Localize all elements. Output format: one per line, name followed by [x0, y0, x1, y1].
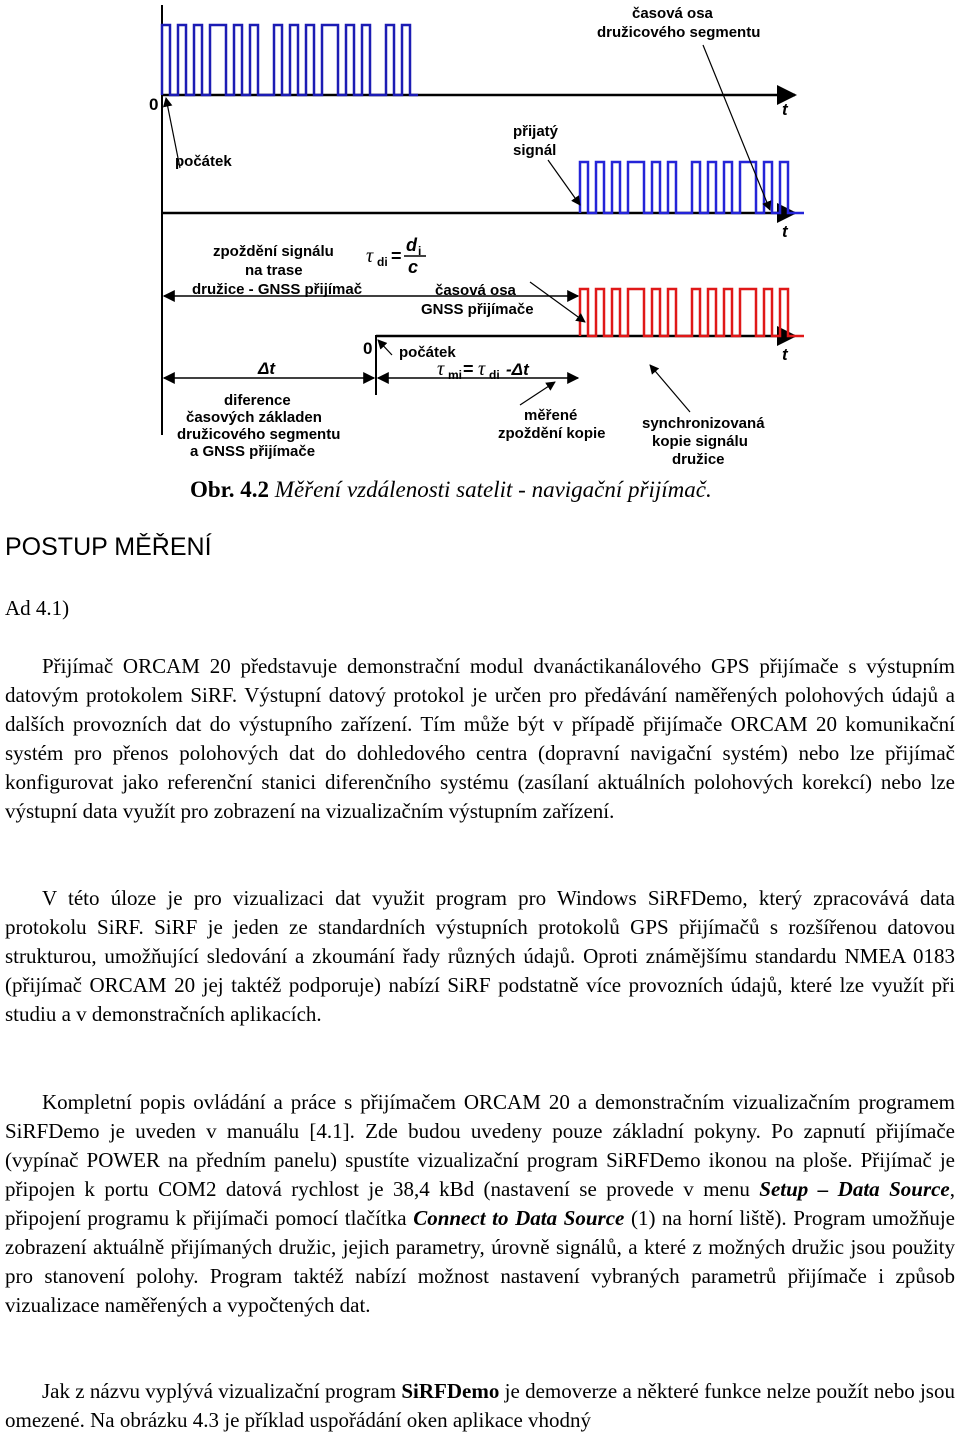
figure-caption-number: Obr. 4.2 — [190, 477, 270, 502]
tau-mi-subscript: mi — [448, 368, 463, 382]
menu-path-setup-data-source: Setup – Data Source — [759, 1177, 950, 1201]
pointer-satellite-axis — [703, 45, 770, 210]
label-time-axis-segment-2: družicového segmentu — [597, 24, 761, 41]
label-t-middle: t — [782, 222, 788, 241]
label-zero-top: 0 — [149, 95, 159, 114]
fraction-numerator-subscript: i — [418, 244, 422, 258]
label-start-receiver: počátek — [399, 344, 456, 361]
label-t-top: t — [782, 100, 788, 119]
tau-mi-symbol: τ — [437, 358, 445, 380]
tau-di2-symbol: τ — [478, 358, 486, 380]
pointer-measured — [520, 382, 555, 405]
tau-mi-equals: = — [463, 359, 474, 379]
label-delay-2: na trase — [245, 262, 303, 279]
minus-delta-t: -Δt — [506, 360, 529, 379]
label-start-top: počátek — [175, 153, 232, 170]
figure-caption-text: Měření vzdálenosti satelit - navigační přijímač. — [274, 477, 712, 502]
paragraph-1: Přijímač ORCAM 20 představuje demonstrační modul dvanáctikanálového GPS přijímače s výstupním datovým protokolem SiRF. Výstupní datový protokol je určen pro předávání naměřených polohových údajů a dalších provozních dat do výstupního zařízení. Tím může být v případě přijímače ORCAM 20 komunikační systém pro přenos polohových dat do dohledového centra (dopravní navigační systém) nebo lze přijímač konfigurovat jako referenční stanici diferenčního systému (zasílaní aktuálních polohových korekcí) nebo lze výstupní data využít pro zobrazení na vizualizačním výstupním zařízení. — [5, 654, 955, 823]
transmitted-signal-waveform — [162, 25, 418, 95]
paragraph-4-part-2: je demoverze a některé funkce nelze použít nebo jsou omezené. Na obrázku 4.3 je příklad uspořádání oken aplikace vhodný — [5, 1379, 955, 1432]
label-delta-t: Δt — [258, 359, 276, 378]
figure-caption — [190, 477, 712, 503]
label-diff-2: časových základen — [186, 409, 322, 426]
paragraph-3-part-2: , připojení programu k přijímači pomocí tlačítka — [5, 1177, 956, 1230]
paragraph-4 — [5, 1377, 955, 1435]
program-name-sirfdemo: SiRFDemo — [401, 1379, 500, 1403]
label-measured-2: zpoždění kopie — [498, 425, 606, 442]
tau-di-subscript: di — [377, 255, 388, 269]
label-delay-1: zpoždění signálu — [213, 243, 334, 260]
label-measured-1: měřené — [524, 407, 578, 424]
gnss-timing-diagram — [0, 0, 960, 475]
label-sync-2: kopie signálu — [652, 433, 748, 450]
label-diff-3: družicového segmentu — [177, 426, 341, 443]
pointer-start-receiver — [378, 340, 392, 355]
fraction-numerator: d — [406, 235, 417, 255]
label-diff-1: diference — [224, 392, 291, 409]
pointer-sync — [650, 365, 690, 412]
button-name-connect-to-data-source: Connect to Data Source — [413, 1206, 625, 1230]
tau-di-equals: = — [391, 246, 402, 266]
paragraph-2: V této úloze je pro vizualizaci dat využit program pro Windows SiRFDemo, který zpracovává data protokolu SiRF. SiRF je jeden ze standardních výstupních protokolů GPS přijímačů s rozšířenou datovou strukturou, umožňující sledování a zkoumání řady různých údajů. Oproti známějšímu standardu NMEA 0183 (přijímač ORCAM 20 jej taktéž podporuje) nabízí SiRF podstatně více provozních údajů, které lze využít při studiu a v demonstračních aplikacích. — [5, 886, 955, 1026]
label-t-bottom: t — [782, 345, 788, 364]
label-received-1: přijatý — [513, 123, 559, 140]
label-time-axis-segment-1: časová osa — [632, 5, 713, 22]
fraction-denominator: c — [408, 257, 419, 277]
tau-di2-subscript: di — [489, 368, 500, 382]
label-sync-1: synchronizovaná — [642, 415, 765, 432]
replica-signal-waveform — [580, 289, 804, 336]
label-diff-4: a GNSS přijímače — [190, 443, 316, 460]
paragraph-3-part-3: (1) na horní liště). Program umožňuje zobrazení aktuálně přijímaných družic, jejich parametry, úrovně signálů, a které z možných družic jsou použity pro stanovení polohy. Program taktéž nabízí možnost nastavení vybraných parametrů přijímače i způsob vizualizace naměřených a vypočtených dat. — [5, 1206, 955, 1317]
paragraph-4-part-1: Jak z názvu vyplývá vizualizační program — [42, 1379, 402, 1403]
label-receiver-axis-2: GNSS přijímače — [421, 301, 534, 318]
label-sync-3: družice — [672, 451, 725, 468]
paragraph-3-part-1: Kompletní popis ovládání a práce s přijímačem ORCAM 20 a demonstračním vizualizačním programem SiRFDemo je uveden v manuálu [4.1]. Zde budou uvedeny pouze základní pokyny. Po zapnutí přijímače (vypínač POWER na předním panelu) spustíte vizualizační program SiRFDemo ikonou na ploše. Přijímač je připojen k portu COM2 datová rychlost je 38,4 kBd (nastavení se provede v menu — [5, 1090, 955, 1201]
section-heading: POSTUP MĚŘENÍ — [5, 533, 212, 561]
paragraph-3 — [5, 1088, 955, 1320]
label-zero-receiver: 0 — [363, 339, 373, 358]
label-receiver-axis-1: časová osa — [435, 282, 516, 299]
received-signal-waveform — [580, 162, 804, 213]
pointer-received — [548, 160, 580, 205]
label-delay-3: družice - GNSS přijímač — [192, 281, 363, 298]
tau-di-symbol: τ — [366, 245, 374, 267]
pointer-receiver-axis — [530, 282, 585, 322]
section-subheading: Ad 4.1) — [5, 596, 70, 620]
label-received-2: signál — [513, 142, 557, 159]
